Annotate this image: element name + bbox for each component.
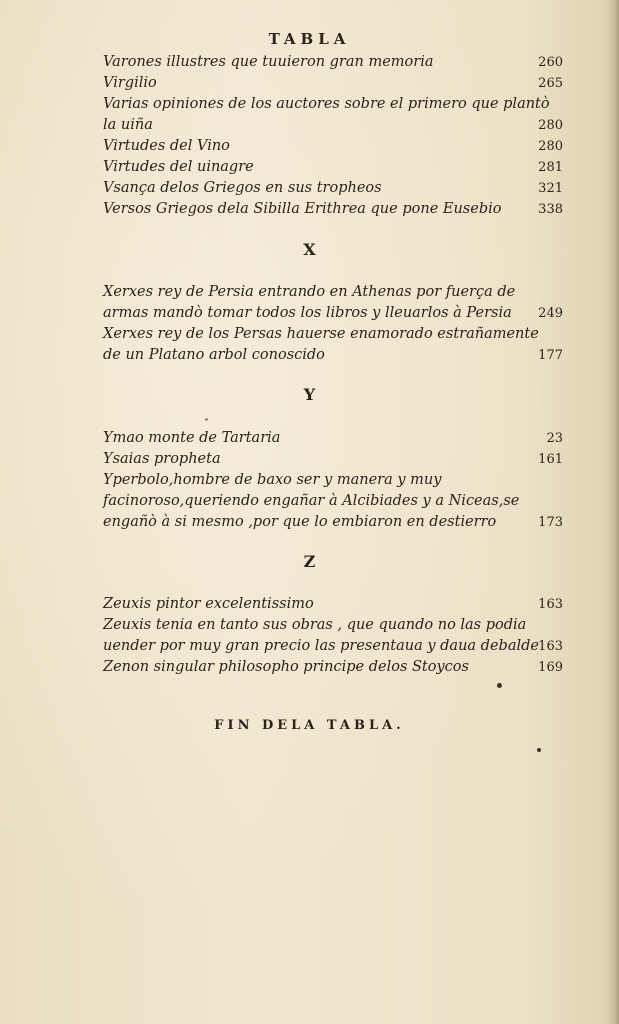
entry-text: Varias opiniones de los auctores sobre el primero que plantò la uiña (103, 96, 550, 133)
index-entry (103, 657, 563, 678)
index-entry (103, 52, 563, 73)
entry-page-number: 23 (546, 431, 563, 446)
index-entry (103, 470, 563, 533)
index-entry (103, 136, 563, 157)
section-letter-x: X (303, 240, 316, 259)
index-entry (103, 157, 563, 178)
entry-page-number: 260 (538, 55, 563, 70)
entry-text: Xerxes rey de los Persas hauerse enamorado estrañamente de un Platano arbol conoscido (103, 326, 539, 363)
entry-page-number: 265 (538, 76, 563, 91)
section-letter-y: Y (303, 385, 316, 404)
page-edge-shadow (607, 0, 619, 1024)
entry-text: Virtudes del uinagre (103, 159, 254, 175)
entry-text: Ymao monte de Tartaria (103, 430, 281, 446)
entry-text: Zenon singular philosopho principe delos Stoycos (103, 659, 469, 675)
entry-text: Zeuxis pintor excelentissimo (103, 596, 314, 612)
index-entry (103, 324, 563, 366)
index-entry (103, 594, 563, 615)
entry-page-number: 249 (538, 306, 563, 321)
index-entry (103, 178, 563, 199)
entry-page-number: 338 (538, 202, 563, 217)
index-entry (103, 94, 563, 136)
entry-text: Ysaias propheta (103, 451, 221, 467)
ink-spot (205, 418, 208, 421)
entry-text: Yperbolo,hombre de baxo ser y manera y muy facinoroso,queriendo engañar à Alcibiades y a Niceas,se engañò à si mesmo ,por que lo embiaron en destierro (103, 472, 520, 530)
entry-text: Xerxes rey de Persia entrando en Athenas por fuerça de armas mandò tomar todos los libros y lleuarlos à Persia (103, 284, 516, 321)
ink-spot (537, 748, 541, 752)
entry-page-number: 173 (538, 515, 563, 530)
entry-page-number: 163 (538, 597, 563, 612)
index-entry (103, 199, 563, 220)
entry-page-number: 163 (538, 639, 563, 654)
entry-text: Versos Griegos dela Sibilla Erithrea que pone Eusebio (103, 201, 502, 217)
entry-text: Varones illustres que tuuieron gran memoria (103, 54, 434, 70)
entry-text: Zeuxis tenia en tanto sus obras , que quando no las podia uender por muy gran precio las presentaua y daua debalde (103, 617, 539, 654)
entry-page-number: 280 (538, 118, 563, 133)
section-letter-z: Z (303, 552, 316, 571)
entry-page-number: 177 (538, 348, 563, 363)
index-entry (103, 282, 563, 324)
entry-text: Virgilio (103, 75, 157, 91)
entry-text: Vsança delos Griegos en sus tropheos (103, 180, 382, 196)
entry-page-number: 161 (538, 452, 563, 467)
ink-spot (497, 683, 502, 688)
end-of-table-text: FIN DELA TABLA. (214, 718, 405, 733)
index-entry (103, 73, 563, 94)
entry-text: Virtudes del Vino (103, 138, 230, 154)
index-entry (103, 428, 563, 449)
page-title: TABLA (268, 30, 351, 48)
index-entry (103, 615, 563, 657)
index-entry (103, 449, 563, 470)
entry-page-number: 169 (538, 660, 563, 675)
entry-page-number: 281 (538, 160, 563, 175)
entry-page-number: 280 (538, 139, 563, 154)
entry-page-number: 321 (538, 181, 563, 196)
